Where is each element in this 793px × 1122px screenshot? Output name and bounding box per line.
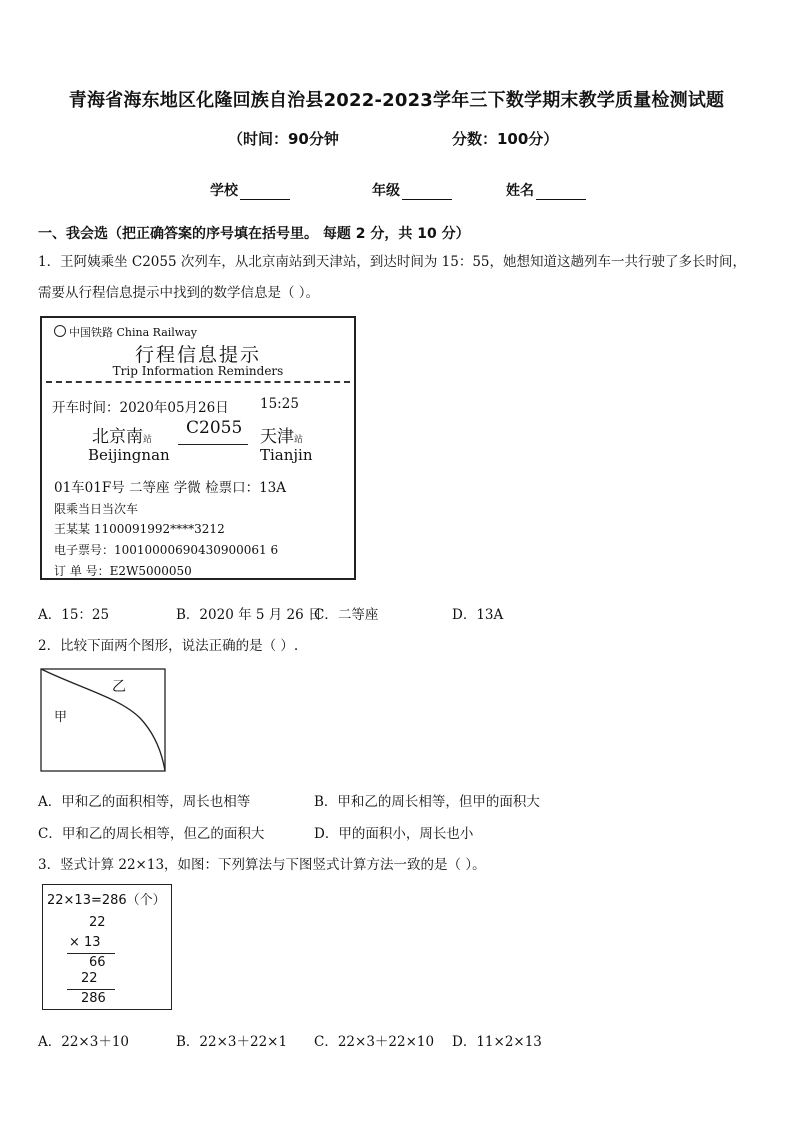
calc-result: 286 bbox=[81, 991, 106, 1006]
q3-option-b[interactable]: B．22×3＋22×1 bbox=[176, 1034, 288, 1050]
railway-logo: 中国铁路 China Railway bbox=[54, 324, 197, 340]
q1-text-line1: 1．王阿姨乘坐 C2055 次列车，从北京南站到天津站，到达时间为 15：55，她想知道这趟列车一共行驶了多长时间， bbox=[38, 254, 747, 270]
q1-option-b[interactable]: B．2020 年 5 月 26 日 bbox=[176, 607, 322, 623]
ride-limit: 限乘当日当次车 bbox=[54, 502, 139, 516]
q1-option-c[interactable]: C．二等座 bbox=[314, 607, 379, 623]
calc-line-2 bbox=[67, 989, 115, 990]
q3-option-c[interactable]: C．22×3＋22×10 bbox=[314, 1034, 435, 1050]
from-station: 北京南站 bbox=[92, 427, 153, 447]
from-station-en: Beijingnan bbox=[88, 446, 170, 464]
q2-option-a[interactable]: A．甲和乙的面积相等，周长也相等 bbox=[38, 794, 251, 810]
calc-multiplier: × 13 bbox=[69, 935, 101, 950]
exam-time: （时间：90分钟 bbox=[228, 130, 339, 148]
railway-logo-icon bbox=[54, 325, 66, 337]
grade-blank[interactable] bbox=[402, 185, 452, 200]
train-arrow-line bbox=[178, 444, 248, 445]
q1-option-a[interactable]: A．15：25 bbox=[38, 607, 110, 623]
grade-field: 年级 bbox=[372, 180, 452, 200]
calc-partial-2: 22 bbox=[81, 971, 98, 986]
q2-option-c[interactable]: C．甲和乙的周长相等，但乙的面积大 bbox=[38, 826, 265, 842]
train-number: C2055 bbox=[186, 418, 243, 438]
label-yi: 乙 bbox=[112, 679, 126, 695]
depart-date: 开车时间：2020年05月26日 bbox=[52, 400, 229, 416]
section-heading: 一、我会选（把正确答案的序号填在括号里。 每题 2 分，共 10 分） bbox=[38, 226, 470, 242]
to-station: 天津站 bbox=[260, 427, 304, 447]
q2-text: 2．比较下面两个图形，说法正确的是（ ）. bbox=[38, 638, 299, 654]
ticket-heading: 行程信息提示 bbox=[134, 344, 261, 366]
calc-header: 22×13=286（个） bbox=[47, 893, 166, 908]
calc-multiplicand: 22 bbox=[89, 915, 106, 930]
seat-info: 01车01F号 二等座 学微 检票口：13A bbox=[54, 480, 287, 496]
ticket-heading-en: Trip Information Reminders bbox=[112, 364, 284, 378]
label-jia: 甲 bbox=[54, 710, 68, 725]
q1-option-d[interactable]: D．13A bbox=[452, 607, 504, 623]
depart-time: 15:25 bbox=[260, 396, 299, 412]
school-field: 学校 bbox=[210, 180, 290, 200]
vertical-multiplication-figure bbox=[42, 884, 172, 1010]
calc-line-1 bbox=[67, 953, 115, 954]
q3-option-a[interactable]: A．22×3＋10 bbox=[38, 1034, 130, 1050]
eticket-number: 电子票号：10010000690430900061 6 bbox=[54, 543, 279, 557]
passenger-info: 王某某 1100091992****3212 bbox=[54, 522, 225, 536]
q3-option-d[interactable]: D．11×2×13 bbox=[452, 1034, 542, 1050]
exam-score: 分数：100分） bbox=[452, 130, 559, 148]
ticket-divider bbox=[46, 381, 350, 383]
order-number: 订 单 号：E2W5000050 bbox=[54, 564, 192, 578]
school-blank[interactable] bbox=[240, 185, 290, 200]
q2-option-d[interactable]: D．甲的面积小，周长也小 bbox=[314, 826, 474, 842]
to-station-en: Tianjin bbox=[260, 446, 313, 464]
shape-comparison-figure bbox=[40, 668, 166, 772]
q2-option-b[interactable]: B．甲和乙的周长相等，但甲的面积大 bbox=[314, 794, 540, 810]
name-blank[interactable] bbox=[536, 185, 586, 200]
calc-partial-1: 66 bbox=[89, 955, 106, 970]
page-title: 青海省海东地区化隆回族自治县2022-2023学年三下数学期末教学质量检测试题 bbox=[68, 90, 725, 111]
q3-text: 3．竖式计算 22×13，如图：下列算法与下图竖式计算方法一致的是（ ）。 bbox=[38, 857, 486, 873]
name-field: 姓名 bbox=[506, 180, 586, 200]
trip-ticket bbox=[40, 316, 356, 580]
q1-text-line2: 需要从行程信息提示中找到的数学信息是（ ）。 bbox=[38, 285, 320, 301]
